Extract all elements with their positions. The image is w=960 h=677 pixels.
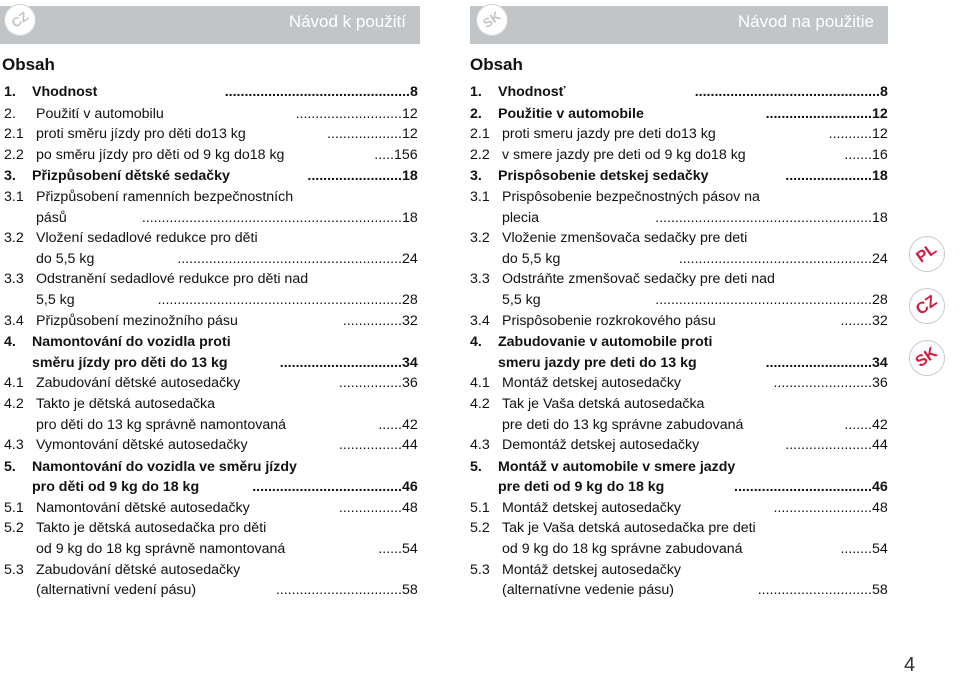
- toc-entry-number: 5.: [4, 458, 16, 475]
- toc-title-sk: Obsah: [470, 55, 523, 74]
- toc-entry-page: 36: [872, 375, 888, 392]
- toc-entry-page: 34: [872, 354, 888, 371]
- toc-entry-text: pre deti do 13 kg správne zabudovaná: [502, 416, 744, 433]
- toc-entry-text: Montáž detskej autosedačky: [502, 499, 682, 516]
- toc-entry-number: 3.2: [470, 230, 490, 247]
- toc-entry-page: 44: [872, 437, 888, 454]
- toc-entry-number: 2.2: [4, 146, 24, 163]
- toc-entry: [4, 145, 418, 166]
- toc-entry: [4, 269, 418, 290]
- toc-entry: [470, 290, 888, 311]
- toc-entry: [470, 580, 888, 601]
- toc-entry-number: 4.: [470, 334, 482, 351]
- toc-entry-page: 28: [872, 291, 888, 308]
- toc-entry-text: Demontáž detskej autosedačky: [502, 437, 700, 454]
- toc-entry-page: 12: [402, 105, 418, 122]
- toc-entry-text: Tak je Vaša detská autosedačka pre deti: [502, 520, 756, 537]
- toc-entry-text: Vloženie zmenšovača sedačky pre deti: [502, 230, 748, 247]
- toc-entry: [4, 311, 418, 332]
- toc-entry-number: 3.4: [470, 312, 490, 329]
- toc-entry-text: smeru jazdy pre deti do 13 kg: [498, 354, 697, 371]
- toc-entry-text: Odstranění sedadlové redukce pro děti nad: [36, 271, 309, 288]
- toc-entry-leader-dots: ...................................: [734, 479, 872, 496]
- toc-entry: [4, 373, 418, 394]
- toc-entry: [470, 477, 888, 498]
- toc-entry-leader-dots: .........................: [773, 375, 872, 392]
- toc-entry-text: Prispôsobenie rozkrokového pásu: [502, 312, 716, 329]
- toc-entry-text: Montáž detskej autosedačky: [502, 375, 682, 392]
- toc-entry-number: 5.1: [470, 499, 490, 516]
- toc-entry: [4, 415, 418, 436]
- toc-entry: [4, 518, 418, 539]
- toc-entry-text: proti směru jízdy pro děti do13 kg: [36, 126, 246, 143]
- toc-entry: [4, 290, 418, 311]
- toc-entry-text: Vložení sedadlové redukce pro děti: [36, 230, 258, 247]
- toc-entry-page: 32: [402, 312, 418, 329]
- toc-entry: [470, 311, 888, 332]
- toc-entry-number: 3.2: [4, 230, 24, 247]
- toc-entry: [470, 104, 888, 125]
- toc-entry-leader-dots: ...............................................: [694, 84, 880, 100]
- toc-entry: [470, 82, 888, 103]
- toc-entry-text: Namontování do vozidla proti: [32, 334, 231, 351]
- toc-entry-number: 4.1: [4, 375, 24, 392]
- toc-entry-page: 42: [872, 416, 888, 433]
- toc-entry-text: Použití v automobilu: [36, 105, 164, 122]
- toc-entry-page: 58: [402, 582, 418, 599]
- toc-entry-text: Prispôsobenie bezpečnostných pásov na: [502, 188, 760, 205]
- toc-entry-number: 4.3: [470, 437, 490, 454]
- toc-entry-page: 18: [872, 168, 888, 185]
- toc-entry: [470, 269, 888, 290]
- toc-entry-text: Takto je dětská autosedačka pro děti: [36, 520, 267, 537]
- toc-entry-number: 4.2: [470, 395, 490, 412]
- toc-entry-leader-dots: ...........................: [295, 105, 402, 122]
- toc-entry: [470, 353, 888, 374]
- toc-entry-leader-dots: ................................: [275, 582, 402, 599]
- toc-entry-number: 5.3: [4, 561, 24, 578]
- toc-entry-page: 32: [872, 312, 888, 329]
- toc-entry-text: Vhodnosť: [498, 84, 566, 100]
- toc-entry-text: Přizpůsobení mezinožního pásu: [36, 312, 238, 329]
- toc-entry-leader-dots: ...............................................: [224, 84, 410, 100]
- toc-entry-leader-dots: .........................: [773, 499, 872, 516]
- toc-entry-leader-dots: ........: [840, 541, 872, 558]
- toc-entry-leader-dots: ...............................: [279, 354, 402, 371]
- header-title-sk: Návod na použitie: [737, 12, 874, 31]
- toc-entry-page: 44: [402, 437, 418, 454]
- toc-entry-text: plecia: [502, 209, 540, 226]
- toc-entry-leader-dots: ..............................................................: [157, 291, 402, 308]
- toc-entry: [4, 353, 418, 374]
- toc-entry: [4, 560, 418, 581]
- toc-entry-page: 36: [402, 375, 418, 392]
- toc-entry-leader-dots: ...........................: [765, 105, 872, 122]
- toc-entry-leader-dots: .......: [844, 416, 872, 433]
- toc-entry-leader-dots: ................: [338, 375, 402, 392]
- toc-entry: [470, 457, 888, 478]
- toc-entry-number: 5.1: [4, 499, 24, 516]
- toc-entry-leader-dots: ........................: [307, 168, 402, 185]
- toc-entry: [4, 104, 418, 125]
- toc-entry-page: 12: [872, 105, 888, 122]
- toc-entry-text: 5,5 kg: [36, 291, 75, 308]
- toc-entry-leader-dots: ...........................: [765, 354, 872, 371]
- toc-entry-page: 48: [872, 499, 888, 516]
- toc-entry-leader-dots: ................: [338, 499, 402, 516]
- toc-entry-text: Namontování dětské autosedačky: [36, 499, 250, 516]
- toc-entry-leader-dots: .............................: [757, 582, 872, 599]
- toc-entry-page: 48: [402, 499, 418, 516]
- toc-entry-number: 2.1: [4, 126, 24, 143]
- toc-entry-number: 5.: [470, 458, 482, 475]
- header-bar-cz: [0, 6, 420, 44]
- toc-entry-text: Namontování do vozidla ve směru jízdy: [32, 458, 297, 475]
- toc-entry-number: 3.3: [470, 271, 490, 288]
- toc-entry-number: 2.1: [470, 126, 490, 143]
- toc-entry-text: Použitie v automobile: [498, 105, 644, 122]
- toc-entry-leader-dots: ......: [378, 541, 402, 558]
- toc-entry: [470, 187, 888, 208]
- toc-entry-page: 46: [402, 479, 418, 496]
- side-tab-sk-label: SK: [902, 333, 952, 383]
- toc-entry-number: 3.4: [4, 312, 24, 329]
- toc-entry-number: 5.2: [470, 520, 490, 537]
- toc-entry-leader-dots: ...........: [828, 126, 872, 143]
- toc-entry-number: 4.: [4, 334, 16, 351]
- toc-entry-text: Prispôsobenie detskej sedačky: [498, 168, 709, 185]
- toc-entry: [4, 124, 418, 145]
- toc-entry-number: 4.3: [4, 437, 24, 454]
- toc-entry-page: 24: [872, 250, 888, 267]
- toc-entry-leader-dots: ..................................................................: [141, 209, 402, 226]
- toc-entry: [4, 228, 418, 249]
- toc-entry-number: 3.1: [470, 188, 490, 205]
- toc-entry-text: po směru jízdy pro děti od 9 kg do18 kg: [36, 146, 285, 163]
- toc-entry-number: 5.2: [4, 520, 24, 537]
- toc-entry: [4, 82, 418, 103]
- toc-entry-number: 3.: [470, 168, 482, 185]
- toc-entry-text: Montáž v automobile v smere jazdy: [498, 458, 736, 475]
- toc-entry-leader-dots: .....: [374, 146, 394, 163]
- toc-entry-text: Zabudovanie v automobile proti: [498, 334, 713, 351]
- toc-entry: [4, 580, 418, 601]
- toc-entry-text: od 9 kg do 18 kg správně namontovaná: [36, 541, 286, 558]
- language-side-tabs: [905, 232, 949, 388]
- toc-entry-page: 58: [872, 582, 888, 599]
- toc-entry-number: 4.2: [4, 395, 24, 412]
- toc-entry-page: 54: [872, 541, 888, 558]
- toc-entry-leader-dots: ......................: [785, 168, 872, 185]
- toc-entry-page: 8: [880, 84, 888, 100]
- toc-entry-text: v smere jazdy pre deti od 9 kg do18 kg: [502, 146, 746, 163]
- side-tab-pl[interactable]: [905, 232, 949, 276]
- toc-entry-number: 3.: [4, 168, 16, 185]
- toc-entry-number: 2.2: [470, 146, 490, 163]
- toc-entry: [470, 415, 888, 436]
- toc-entry-page: 12: [402, 126, 418, 143]
- toc-entry-page: 18: [872, 209, 888, 226]
- toc-entry: [470, 208, 888, 229]
- toc-entry-leader-dots: .......................................................: [655, 209, 872, 226]
- toc-entry-text: do 5,5 kg: [36, 250, 95, 267]
- side-tab-sk[interactable]: [905, 336, 949, 380]
- toc-entry: [4, 435, 418, 456]
- toc-entry-text: pro děti do 13 kg správně namontovaná: [36, 416, 287, 433]
- toc-entry-leader-dots: .........................................................: [177, 250, 402, 267]
- toc-entry-page: 156: [394, 146, 418, 163]
- toc-entry-page: 18: [402, 168, 418, 185]
- side-tab-cz[interactable]: [905, 284, 949, 328]
- toc-entry-leader-dots: ...................: [327, 126, 402, 143]
- toc-entry: [470, 435, 888, 456]
- toc-entry-page: 12: [872, 126, 888, 143]
- toc-entry-text: (alternatívne vedenie pásu): [502, 582, 674, 599]
- toc-entry-text: do 5,5 kg: [502, 250, 561, 267]
- toc-entry: [470, 332, 888, 353]
- toc-entry-page: 24: [402, 250, 418, 267]
- toc-entry: [470, 373, 888, 394]
- toc-entry-text: Tak je Vaša detská autosedačka: [502, 395, 705, 412]
- toc-entry: [4, 498, 418, 519]
- toc-entry-text: pre deti od 9 kg do 18 kg: [498, 479, 665, 496]
- toc-entry-leader-dots: .................................................: [678, 250, 872, 267]
- toc-entry-page: 34: [402, 354, 418, 371]
- toc-entry-page: 28: [402, 291, 418, 308]
- toc-entry-text: Vhodnost: [32, 84, 98, 100]
- toc-entry: [470, 539, 888, 560]
- toc-entry-text: Takto je dětská autosedačka: [36, 395, 216, 412]
- toc-entry: [4, 457, 418, 478]
- language-badge-cz: CZ: [0, 0, 42, 42]
- toc-list-sk: [470, 82, 888, 601]
- toc-entry-text: Přizpůsobení ramenních bezpečnostních: [36, 188, 294, 205]
- toc-entry: [4, 332, 418, 353]
- toc-entry-text: 5,5 kg: [502, 291, 541, 308]
- toc-entry-page: 46: [872, 479, 888, 496]
- toc-entry-page: 42: [402, 416, 418, 433]
- toc-entry-number: 1.: [470, 84, 482, 100]
- toc-entry: [470, 518, 888, 539]
- toc-entry-leader-dots: ......................................: [252, 479, 402, 496]
- toc-list-cz: [4, 82, 418, 601]
- toc-entry-page: 16: [872, 146, 888, 163]
- toc-entry: [470, 560, 888, 581]
- toc-entry: [4, 394, 418, 415]
- toc-entry: [4, 187, 418, 208]
- toc-entry: [470, 249, 888, 270]
- toc-entry-page: 54: [402, 541, 418, 558]
- toc-entry: [470, 498, 888, 519]
- toc-entry-number: 2.: [470, 105, 482, 122]
- language-badge-sk: SK: [470, 0, 515, 42]
- toc-entry-text: směru jízdy pro děti do 13 kg: [32, 354, 228, 371]
- toc-entry-number: 2.: [4, 105, 16, 122]
- toc-entry-leader-dots: ......................: [785, 437, 872, 454]
- side-tab-cz-label: CZ: [902, 281, 952, 331]
- toc-entry-text: od 9 kg do 18 kg správne zabudovaná: [502, 541, 743, 558]
- toc-entry-page: 18: [402, 209, 418, 226]
- toc-entry-text: Zabudování dětské autosedačky: [36, 561, 241, 578]
- toc-entry-text: Zabudování dětské autosedačky: [36, 375, 241, 392]
- toc-entry: [4, 249, 418, 270]
- toc-entry-number: 3.3: [4, 271, 24, 288]
- toc-entry-leader-dots: .......: [844, 146, 872, 163]
- toc-entry: [470, 394, 888, 415]
- toc-entry: [470, 228, 888, 249]
- toc-entry-number: 3.1: [4, 188, 24, 205]
- toc-entry-text: Montáž detskej autosedačky: [502, 561, 682, 578]
- toc-entry-text: Odstráňte zmenšovač sedačky pre deti nad: [502, 271, 775, 288]
- toc-entry-number: 5.3: [470, 561, 490, 578]
- toc-entry-number: 4.1: [470, 375, 490, 392]
- toc-entry-leader-dots: ........: [840, 312, 872, 329]
- page-number: 4: [904, 654, 916, 676]
- toc-entry-leader-dots: ...............: [342, 312, 402, 329]
- toc-entry-text: (alternativní vedení pásu): [36, 582, 197, 599]
- header-bar-sk: [470, 6, 888, 44]
- toc-entry: [4, 477, 418, 498]
- toc-entry-text: Přizpůsobení dětské sedačky: [32, 168, 230, 185]
- toc-entry-leader-dots: ................: [338, 437, 402, 454]
- toc-entry: [470, 145, 888, 166]
- toc-entry-number: 1.: [4, 84, 16, 100]
- toc-entry: [470, 124, 888, 145]
- toc-title-cz: Obsah: [2, 55, 55, 74]
- toc-entry-text: Vymontování dětské autosedačky: [36, 437, 248, 454]
- toc-entry-leader-dots: .......................................................: [655, 291, 872, 308]
- toc-entry: [4, 539, 418, 560]
- side-tab-pl-label: PL: [902, 229, 952, 279]
- toc-entry-leader-dots: ......: [378, 416, 402, 433]
- header-title-cz: Návod k použití: [288, 12, 406, 31]
- toc-entry: [4, 208, 418, 229]
- toc-entry-text: proti smeru jazdy pre deti do13 kg: [502, 126, 716, 143]
- toc-entry-text: pro děti od 9 kg do 18 kg: [32, 479, 200, 496]
- toc-entry: [4, 166, 418, 187]
- toc-entry: [470, 166, 888, 187]
- toc-entry-text: pásů: [36, 209, 67, 226]
- toc-entry-page: 8: [410, 84, 418, 100]
